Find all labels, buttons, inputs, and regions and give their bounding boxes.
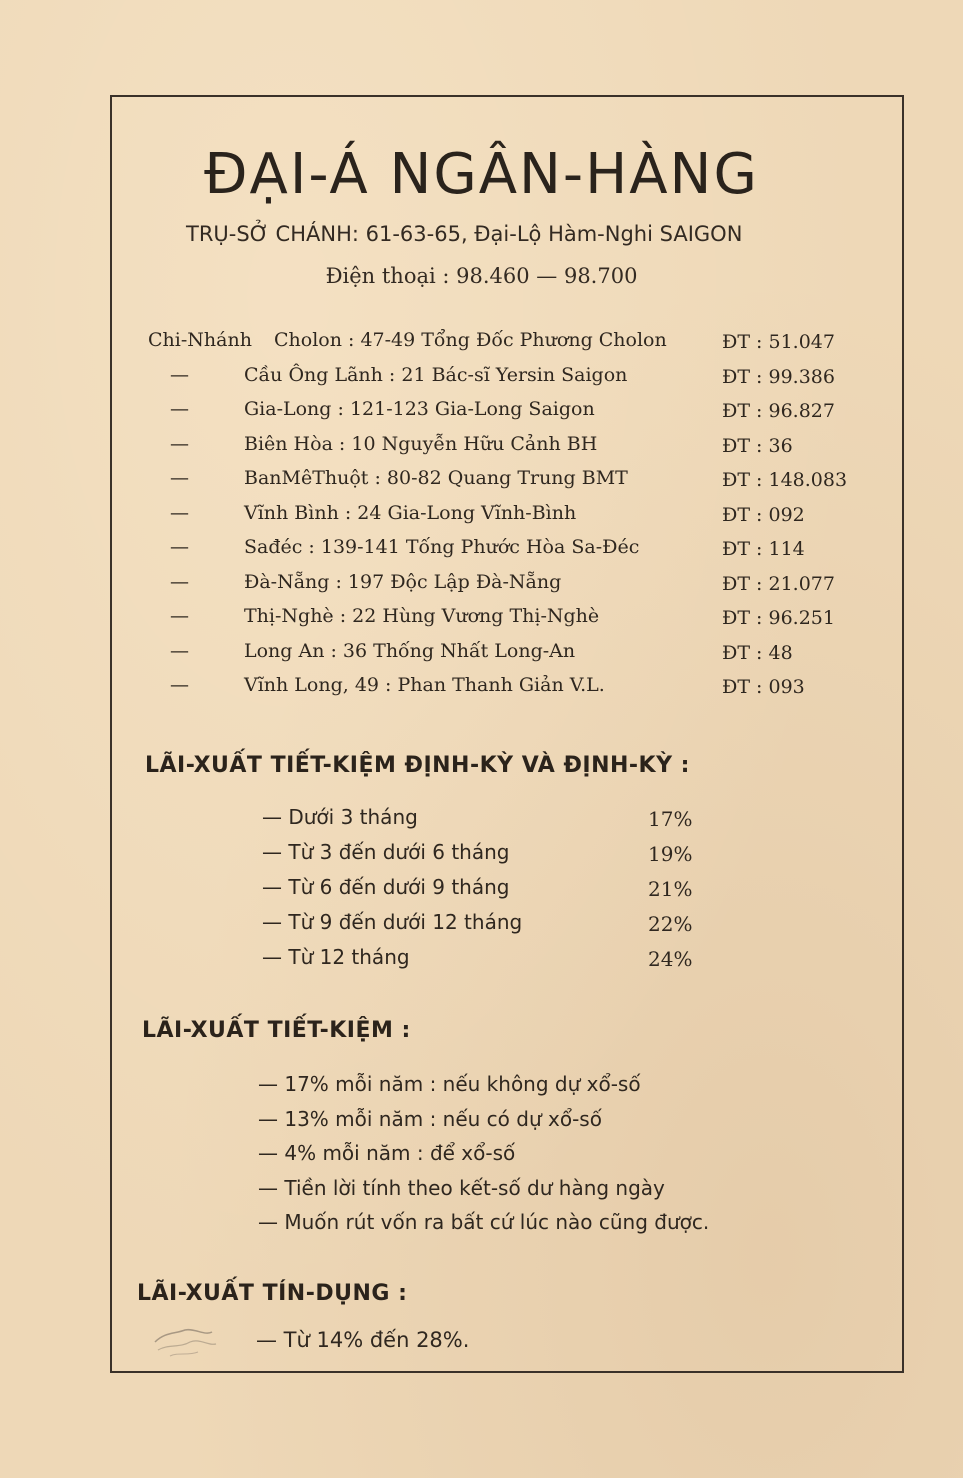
rate-value: 24% (648, 947, 693, 971)
savings-line: — Tiền lời tính theo kết-số dư hàng ngày (258, 1175, 665, 1200)
branch-phone: ĐT : 114 (722, 538, 805, 560)
branch-address: Biên Hòa : 10 Nguyễn Hữu Cảnh BH (244, 432, 598, 455)
branch-row (148, 431, 868, 466)
rate-value: 21% (648, 877, 693, 901)
savings-heading: LÃI-XUẤT TIẾT-KIỆM : (142, 1018, 411, 1043)
branch-address: Vĩnh Bình : 24 Gia-Long Vĩnh-Bình (244, 501, 577, 524)
branch-dash: — (170, 501, 189, 524)
branch-dash: — (170, 398, 189, 420)
rate-label: — Từ 12 tháng (262, 945, 410, 969)
branch-list (148, 327, 868, 707)
term-savings-table (262, 803, 702, 978)
branch-row (148, 465, 868, 500)
rate-value: 22% (648, 912, 693, 936)
savings-line: — 17% mỗi năm : nếu không dự xổ-số (258, 1072, 641, 1096)
branch-dash: — (170, 674, 189, 696)
branch-phone: ĐT : 148.083 (722, 469, 848, 491)
branch-phone: ĐT : 48 (722, 641, 793, 664)
rate-label: — Từ 9 đến dưới 12 tháng (262, 910, 523, 934)
savings-list (258, 1072, 709, 1245)
term-savings-heading: LÃI-XUẤT TIẾT-KIỆM ĐỊNH-KỲ VÀ ĐỊNH-KỲ : (145, 753, 690, 778)
branch-row (148, 569, 868, 604)
savings-line: — 13% mỗi năm : nếu có dự xổ-số (258, 1106, 602, 1131)
branch-dash: — (170, 570, 189, 593)
branch-row (148, 672, 868, 707)
branch-address: Gia-Long : 121-123 Gia-Long Saigon (244, 398, 595, 420)
branch-address: Sađéc : 139-141 Tống Phước Hòa Sa-Đéc (244, 536, 640, 558)
headquarters-address: TRỤ-SỞ CHÁNH: 61-63-65, Đại-Lộ Hàm-Nghi SAIGON (186, 222, 743, 246)
branch-phone: ĐT : 093 (722, 676, 805, 698)
headquarters-phone: Điện thoại : 98.460 — 98.700 (325, 264, 638, 288)
rate-label: — Từ 6 đến dưới 9 tháng (262, 875, 510, 899)
ink-smudge-decoration (150, 1322, 220, 1362)
rate-row (262, 943, 702, 978)
bank-title: ĐẠI-Á NGÂN-HÀNG (204, 142, 759, 207)
rate-value: 17% (648, 807, 693, 831)
branch-dash: — (170, 605, 189, 627)
rate-row (262, 873, 702, 908)
branch-phone: ĐT : 092 (722, 503, 805, 526)
branch-row (148, 638, 868, 673)
branch-phone: ĐT : 96.251 (722, 607, 835, 629)
branch-row (148, 396, 868, 431)
branch-dash: — (170, 467, 189, 489)
branch-phone: ĐT : 36 (722, 434, 793, 457)
rate-row (262, 838, 702, 873)
branch-prefix: Chi-Nhánh (148, 329, 252, 351)
savings-line: — 4% mỗi năm : để xổ-số (258, 1141, 516, 1165)
branch-address: Vĩnh Long, 49 : Phan Thanh Giản V.L. (244, 674, 605, 696)
rate-value: 19% (648, 842, 693, 866)
rate-label: — Từ 3 đến dưới 6 tháng (262, 840, 510, 864)
branch-address: Cholon : 47-49 Tổng Đốc Phương Cholon (274, 329, 667, 351)
branch-address: Cầu Ông Lãnh : 21 Bác-sĩ Yersin Saigon (244, 363, 628, 386)
branch-dash: — (170, 363, 189, 386)
rate-label: — Dưới 3 tháng (262, 805, 418, 829)
branch-phone: ĐT : 51.047 (722, 331, 835, 353)
branch-address: Đà-Nẵng : 197 Độc Lập Đà-Nẵng (244, 570, 562, 593)
branch-address: Thị-Nghè : 22 Hùng Vương Thị-Nghè (244, 605, 600, 627)
branch-phone: ĐT : 96.827 (722, 400, 835, 422)
branch-dash: — (170, 639, 189, 662)
branch-row (148, 362, 868, 397)
branch-row (148, 603, 868, 638)
branch-dash: — (170, 536, 189, 558)
branch-dash: — (170, 432, 189, 455)
rate-row (262, 908, 702, 943)
branch-row (148, 327, 868, 362)
branch-phone: ĐT : 21.077 (722, 572, 835, 595)
branch-address: Long An : 36 Thống Nhất Long-An (244, 639, 576, 662)
credit-heading: LÃI-XUẤT TÍN-DỤNG : (137, 1281, 408, 1306)
branch-phone: ĐT : 99.386 (722, 365, 835, 388)
rate-row (262, 803, 702, 838)
credit-line: — Từ 14% đến 28%. (256, 1328, 470, 1352)
branch-row (148, 500, 868, 535)
branch-row (148, 534, 868, 569)
savings-line: — Muốn rút vốn ra bất cứ lúc nào cũng được. (258, 1210, 710, 1234)
branch-address: BanMêThuột : 80-82 Quang Trung BMT (244, 467, 628, 489)
